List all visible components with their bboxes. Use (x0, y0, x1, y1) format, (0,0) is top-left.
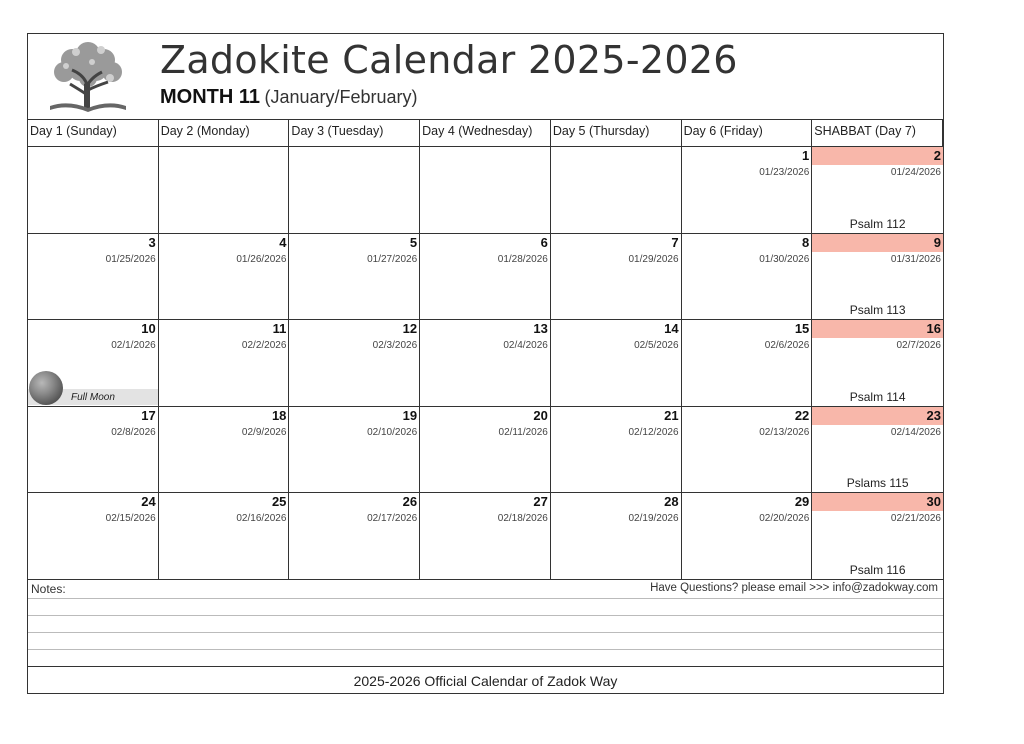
gregorian-date: 01/31/2026 (890, 253, 941, 265)
gregorian-date: 02/7/2026 (896, 340, 941, 352)
gregorian-date: 02/6/2026 (764, 340, 810, 352)
day-cell (682, 147, 813, 234)
psalm-reading: Psalm 114 (849, 389, 906, 404)
day-cell (289, 493, 420, 580)
tree-logo-icon (46, 38, 130, 116)
day-number: 19 (402, 407, 418, 423)
full-moon-icon (29, 371, 63, 405)
gregorian-date: 02/11/2026 (498, 426, 548, 438)
weekday-header: Day 4 (Wednesday) (420, 120, 551, 147)
day-cell (420, 147, 551, 234)
page-title: Zadokite Calendar 2025-2026 (160, 38, 738, 82)
weekday-header: Day 6 (Friday) (682, 120, 813, 147)
footer-text: 2025-2026 Official Calendar of Zadok Way (28, 666, 943, 695)
full-moon-label: Full Moon (71, 391, 115, 403)
gregorian-date: 02/12/2026 (628, 426, 679, 438)
gregorian-date: 01/24/2026 (890, 167, 941, 178)
day-cell (289, 407, 420, 494)
note-line (28, 649, 943, 650)
gregorian-date: 02/16/2026 (236, 513, 287, 525)
gregorian-date: 02/15/2026 (105, 513, 156, 525)
day-number: 25 (271, 494, 287, 510)
shabbat-day-cell (812, 147, 943, 234)
day-number: 29 (794, 494, 810, 510)
gregorian-date: 02/14/2026 (890, 426, 941, 438)
day-number: 8 (802, 234, 810, 250)
day-number: 6 (540, 234, 548, 250)
day-cell (420, 407, 551, 494)
gregorian-date: 02/21/2026 (890, 513, 941, 525)
day-number: 12 (402, 321, 418, 337)
gregorian-date: 01/30/2026 (759, 253, 810, 265)
day-number: 15 (794, 321, 810, 337)
day-cell (420, 234, 551, 321)
gregorian-date: 01/28/2026 (497, 253, 548, 265)
gregorian-date: 02/1/2026 (111, 340, 156, 352)
gregorian-date: 01/26/2026 (236, 253, 287, 265)
note-line (28, 598, 943, 599)
day-number: 5 (409, 234, 418, 250)
day-number: 18 (271, 407, 287, 423)
weekday-header: Day 2 (Monday) (159, 120, 290, 147)
month-range: (January/February) (264, 87, 418, 107)
day-number: 11 (272, 321, 287, 337)
day-number: 7 (671, 234, 679, 250)
day-number: 24 (141, 494, 156, 510)
day-number: 28 (664, 494, 679, 510)
day-cell (159, 407, 290, 494)
gregorian-date: 01/29/2026 (628, 253, 679, 265)
day-number: 9 (812, 234, 943, 252)
day-number: 14 (664, 321, 679, 337)
day-number: 26 (402, 494, 418, 510)
day-cell (159, 493, 290, 580)
month-label: MONTH 11 (160, 86, 261, 108)
weekday-header: Day 5 (Thursday) (551, 120, 682, 147)
day-number: 1 (802, 148, 810, 163)
note-line (28, 615, 943, 616)
month-subtitle (160, 86, 418, 109)
day-cell (289, 147, 420, 234)
day-cell (682, 493, 813, 580)
gregorian-date: 02/2/2026 (241, 340, 287, 352)
day-number: 17 (141, 407, 156, 423)
shabbat-day-cell (812, 320, 943, 407)
day-number: 16 (812, 320, 943, 338)
day-cell (159, 147, 290, 234)
day-cell (420, 493, 551, 580)
day-cell (28, 493, 159, 580)
day-cell (159, 320, 290, 407)
notes-label: Notes: (31, 582, 66, 596)
gregorian-date: 02/3/2026 (372, 340, 418, 352)
day-cell (551, 320, 682, 407)
day-cell (420, 320, 551, 407)
psalm-reading: Pslams 115 (846, 476, 909, 491)
shabbat-day-cell (812, 234, 943, 321)
day-cell (159, 234, 290, 321)
day-cell (682, 407, 813, 494)
gregorian-date: 02/18/2026 (497, 513, 548, 525)
psalm-reading: Psalm 112 (849, 216, 906, 231)
notes-section (28, 579, 943, 667)
gregorian-date: 01/23/2026 (759, 167, 810, 178)
calendar-grid (28, 119, 943, 580)
day-cell (28, 234, 159, 321)
gregorian-date: 02/20/2026 (759, 513, 810, 525)
day-number: 22 (794, 407, 810, 423)
day-cell (682, 234, 813, 321)
day-cell (28, 320, 159, 407)
psalm-reading: Psalm 113 (849, 303, 906, 318)
day-cell (551, 147, 682, 234)
weekday-header: Day 1 (Sunday) (28, 120, 159, 147)
shabbat-day-cell (812, 493, 943, 580)
day-number: 20 (533, 407, 548, 423)
gregorian-date: 02/13/2026 (759, 426, 810, 438)
weekday-header: SHABBAT (Day 7) (812, 120, 943, 147)
gregorian-date: 02/8/2026 (111, 426, 156, 438)
gregorian-date: 02/9/2026 (241, 426, 287, 438)
gregorian-date: 02/5/2026 (634, 340, 679, 352)
day-cell (28, 147, 159, 234)
day-number: 30 (812, 493, 943, 511)
day-cell (551, 407, 682, 494)
day-cell (682, 320, 813, 407)
day-number: 4 (279, 234, 287, 250)
gregorian-date: 02/17/2026 (367, 513, 418, 525)
day-number: 2 (812, 147, 943, 165)
day-number: 10 (141, 321, 156, 337)
day-cell (28, 407, 159, 494)
gregorian-date: 02/4/2026 (503, 340, 548, 352)
day-number: 23 (812, 407, 943, 425)
day-number: 21 (664, 407, 679, 423)
gregorian-date: 01/27/2026 (367, 253, 418, 265)
gregorian-date: 02/19/2026 (628, 513, 679, 525)
calendar-sheet (27, 33, 944, 694)
gregorian-date: 02/10/2026 (367, 426, 418, 438)
day-number: 27 (533, 494, 548, 510)
psalm-reading: Psalm 116 (849, 562, 906, 577)
note-line (28, 632, 943, 633)
day-cell (551, 234, 682, 321)
contact-email-text: Have Questions? please email >>> info@zadokway.com (650, 582, 938, 594)
day-cell (289, 234, 420, 321)
day-cell (551, 493, 682, 580)
gregorian-date: 01/25/2026 (105, 253, 156, 265)
day-number: 3 (148, 234, 156, 250)
day-cell (289, 320, 420, 407)
day-number: 13 (533, 321, 548, 337)
shabbat-day-cell (812, 407, 943, 494)
weekday-header: Day 3 (Tuesday) (289, 120, 420, 147)
